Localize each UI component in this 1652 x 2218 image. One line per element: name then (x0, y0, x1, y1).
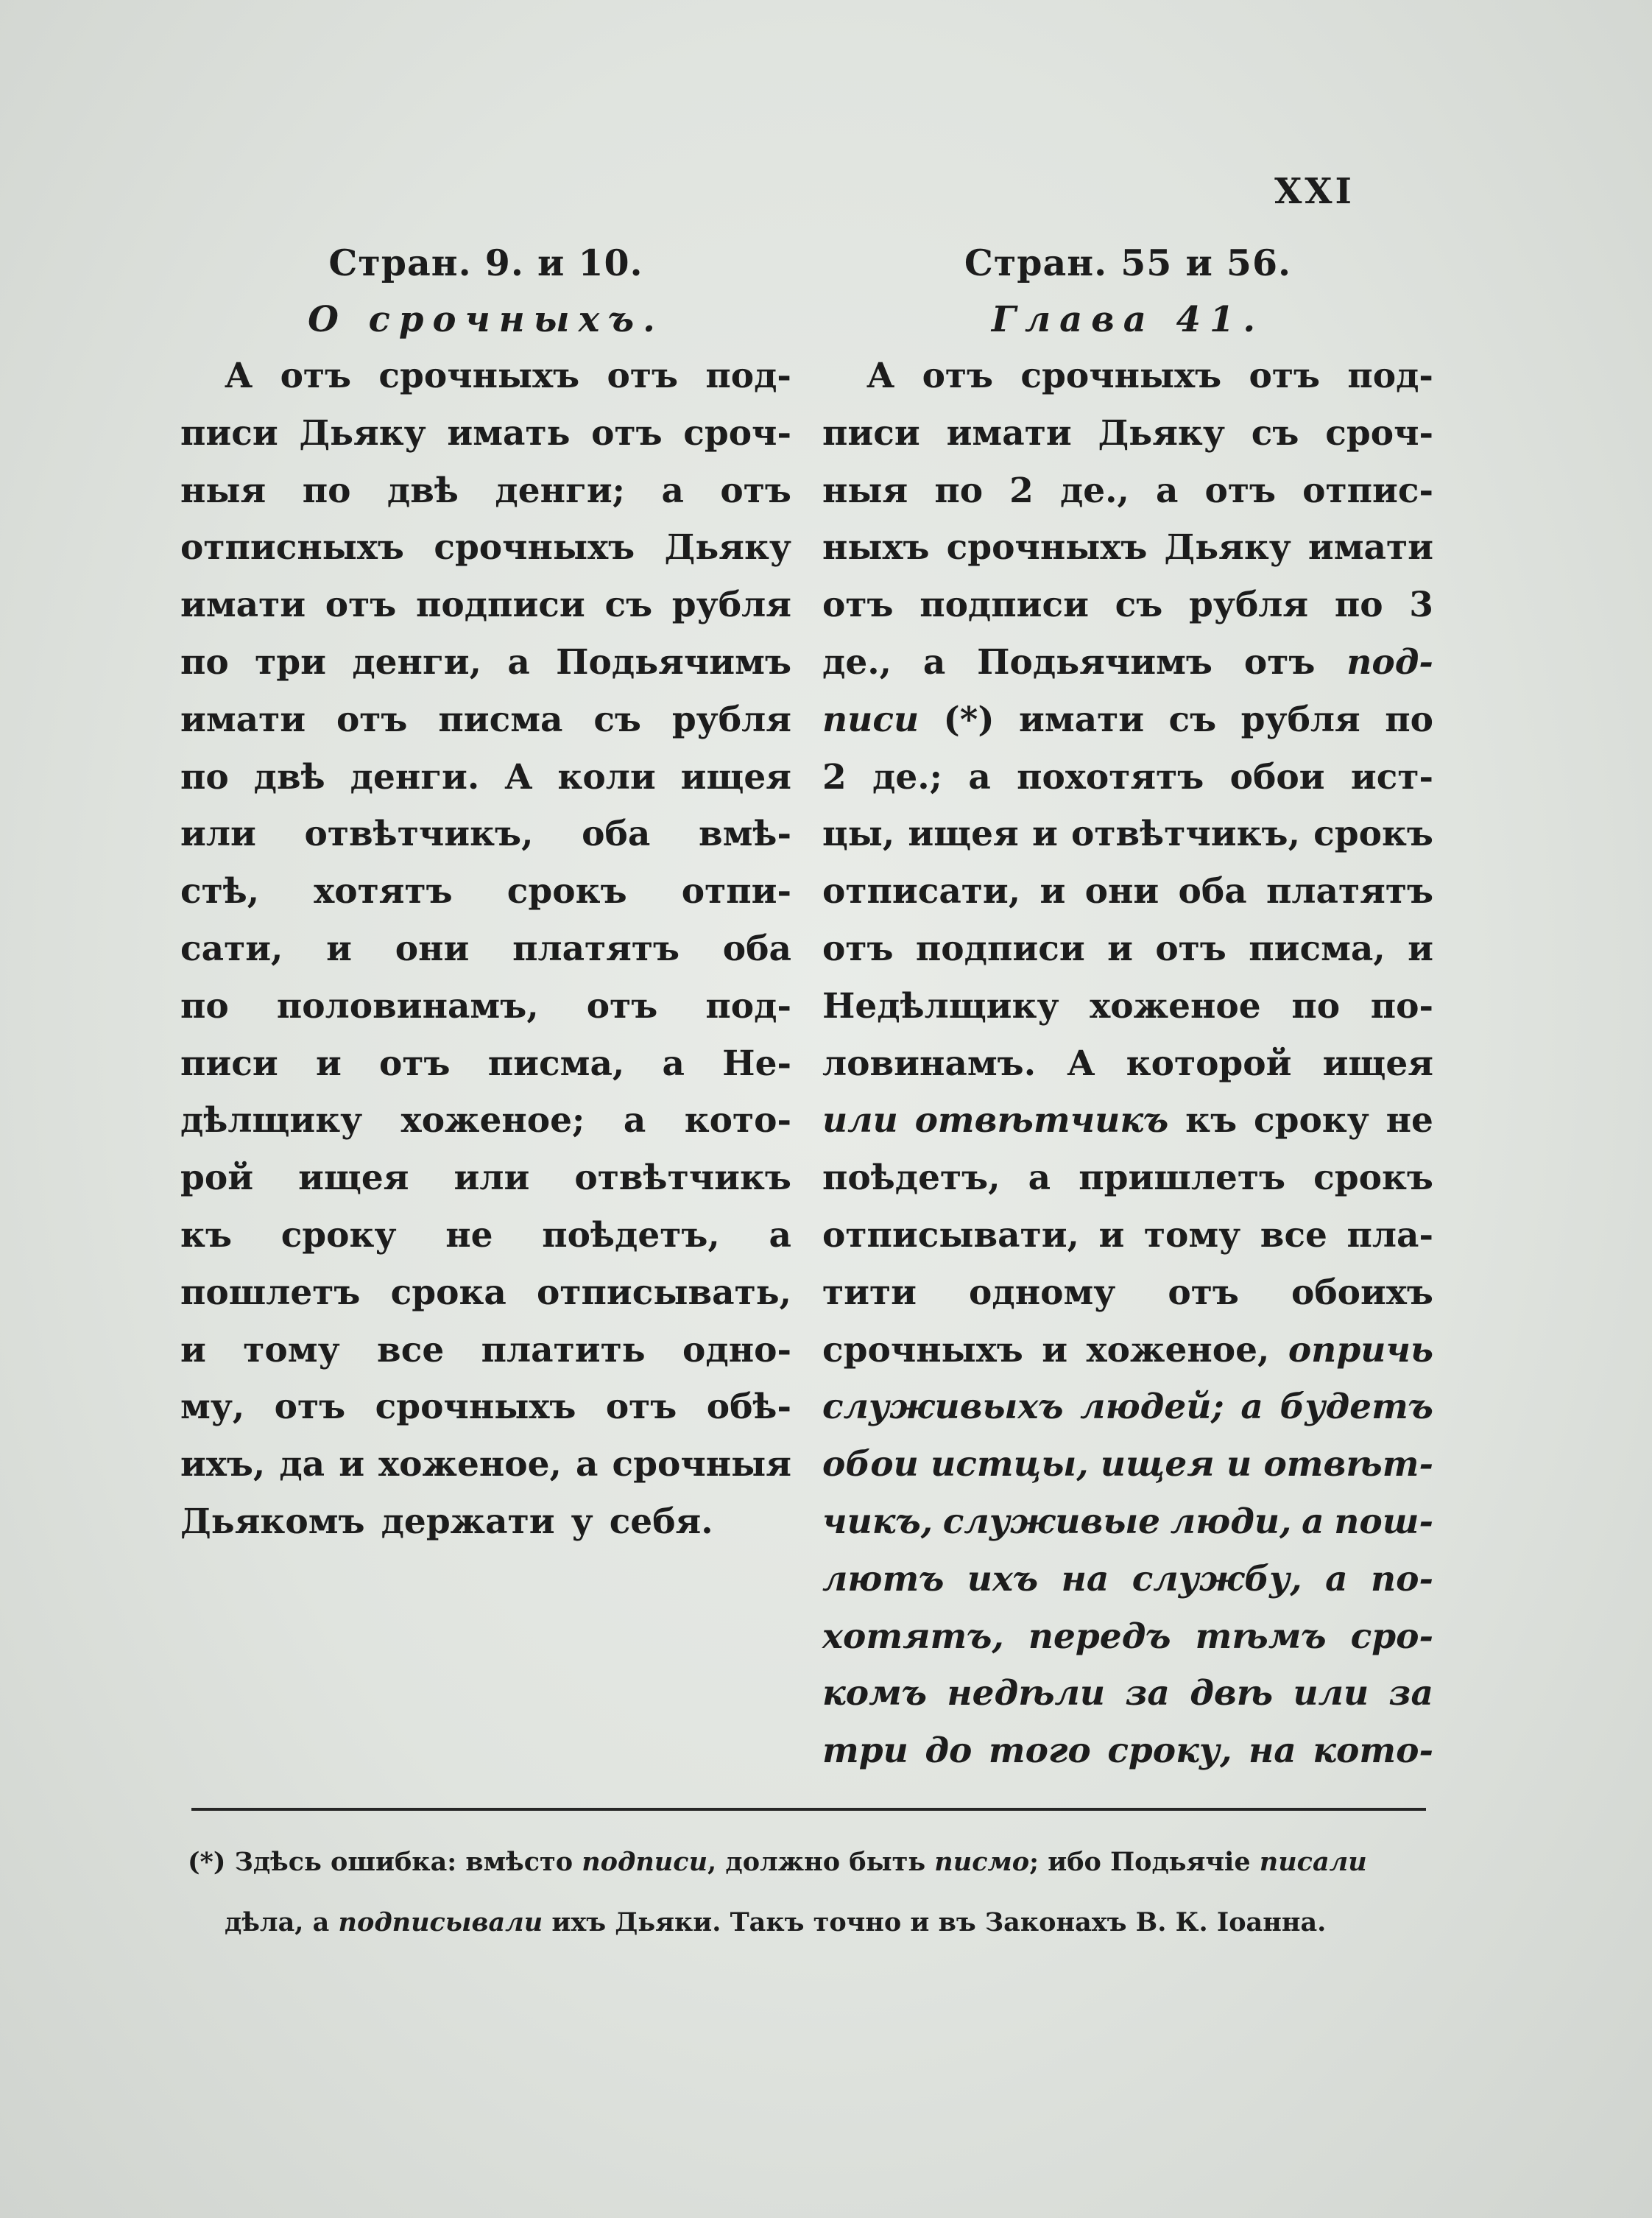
word: одно- (682, 1329, 791, 1370)
page-number: XXI (1274, 171, 1355, 212)
footnote-run: подписи (582, 1847, 708, 1877)
text-line (822, 806, 1433, 863)
word: имать (447, 412, 571, 454)
text-line (822, 1264, 1433, 1322)
word: рубля (1189, 585, 1309, 626)
text-line (822, 462, 1433, 520)
word: ихъ, (180, 1444, 266, 1485)
word: съ (1168, 699, 1217, 740)
word: отвѣтчикъ, (304, 814, 534, 855)
word: 3 (1409, 585, 1433, 626)
word: отвѣтчикъ, (1071, 814, 1300, 855)
word: ловинамъ. (822, 1043, 1037, 1084)
word: тити (822, 1272, 917, 1313)
left-page-reference: Стран. 9. и 10. (328, 242, 643, 284)
footnote (188, 1832, 1428, 1953)
word: недѣли (947, 1673, 1106, 1714)
word: отъ (591, 412, 663, 454)
word: рубля (671, 585, 791, 626)
word: писи (822, 412, 920, 454)
word: и (339, 1444, 365, 1485)
word: и (180, 1329, 206, 1370)
left-column-text (180, 348, 791, 1551)
word: Недѣлщику (822, 985, 1059, 1027)
word: де., (822, 641, 892, 683)
text-line (822, 405, 1433, 462)
word: писма, (1249, 928, 1386, 969)
word: того (988, 1731, 1091, 1772)
word: отъ (1204, 470, 1277, 511)
word: а (662, 1043, 685, 1084)
word: тѣмъ (1195, 1616, 1327, 1657)
text-line (822, 577, 1433, 634)
text-line (180, 462, 791, 520)
word: ист- (1350, 756, 1433, 798)
word: под- (705, 356, 791, 396)
word: двѣ (253, 756, 325, 798)
word: отписати, (822, 871, 1021, 912)
word: отвѣт- (1263, 1444, 1433, 1485)
footnote-line-2 (188, 1893, 1428, 1953)
text-line (822, 634, 1433, 691)
word: денги; (495, 470, 626, 511)
text-line (822, 1092, 1433, 1150)
word: и (1226, 1444, 1252, 1485)
word: срочныхъ (822, 1329, 1023, 1370)
word: отпис- (1302, 470, 1433, 511)
word: оба (722, 928, 791, 969)
word: срочныхъ (1020, 356, 1222, 396)
word: къ (1185, 1100, 1238, 1141)
word: передъ (1028, 1616, 1171, 1657)
word: или (453, 1158, 530, 1199)
word: ищея (680, 756, 791, 798)
word: пришлетъ (1079, 1158, 1286, 1199)
word: три (255, 641, 326, 683)
word: отъ (379, 1043, 451, 1084)
text-line (822, 1322, 1433, 1379)
footnote-run: ихъ Дьяки. Такъ точно и въ Законахъ В. К. Іоанна. (543, 1907, 1327, 1937)
word: а (507, 641, 530, 683)
word: де.; (872, 756, 942, 798)
word: Дьякомъ (180, 1501, 365, 1542)
word: подписи (915, 928, 1085, 969)
word: Дьяку (299, 412, 426, 454)
word: за (1388, 1673, 1433, 1714)
word: и (1039, 871, 1066, 912)
word: срочныхъ (378, 356, 580, 396)
word: денги, (352, 641, 481, 683)
footnote-run: дѣла, а (225, 1907, 339, 1937)
word: держати (381, 1501, 555, 1542)
word: по- (1370, 985, 1433, 1027)
word: отписывати, (822, 1214, 1079, 1256)
word: де., (1059, 470, 1129, 511)
word: они (1084, 871, 1159, 912)
text-line (180, 348, 791, 405)
word: половинамъ, (276, 985, 539, 1027)
word: отъ (1168, 1272, 1239, 1313)
text-line (822, 1551, 1433, 1608)
word: себя. (609, 1501, 713, 1542)
word: или (822, 1100, 898, 1141)
text-line (180, 1207, 791, 1264)
word: под- (1347, 356, 1433, 396)
word: денги. (350, 756, 480, 798)
word: по (180, 641, 229, 683)
word: по (180, 985, 229, 1027)
word: опричь (1288, 1329, 1433, 1370)
word: кото- (1313, 1731, 1433, 1772)
footnote-line-1 (188, 1832, 1428, 1893)
word: все (1260, 1214, 1327, 1256)
word: а (1240, 1387, 1263, 1428)
word: А (866, 356, 895, 396)
text-line (180, 1264, 791, 1322)
word: рой (180, 1158, 254, 1199)
word: будетъ (1279, 1387, 1433, 1428)
word: а (1028, 1158, 1051, 1199)
word: отпи- (681, 871, 791, 912)
word: и (1031, 814, 1058, 855)
word: сроку (280, 1214, 397, 1256)
word: 2 (822, 756, 847, 798)
word: срокъ (1313, 814, 1433, 855)
word: му, (180, 1387, 245, 1428)
word: ищея (298, 1158, 409, 1199)
word: А (1067, 1043, 1095, 1084)
text-line (822, 1035, 1433, 1093)
word: писи (180, 412, 278, 454)
word: служивыхъ (822, 1387, 1064, 1428)
word: цы, (822, 814, 895, 855)
text-line (180, 577, 791, 634)
left-column (180, 234, 791, 1551)
word: не (1386, 1100, 1433, 1141)
word: Дьяку (1164, 527, 1291, 568)
word: сро- (1350, 1616, 1433, 1657)
word: ихъ (967, 1558, 1039, 1599)
right-column-text (822, 348, 1433, 1780)
word: а (922, 641, 946, 683)
word: отвѣтчикъ (574, 1158, 791, 1199)
word: съ (604, 585, 653, 626)
word: сати, (180, 928, 283, 969)
word: съ (1115, 585, 1163, 626)
word: а (968, 756, 991, 798)
text-line (180, 405, 791, 462)
word: Дьяку (664, 527, 791, 568)
word: чикъ, (822, 1501, 933, 1542)
word: срочныхъ (946, 527, 1148, 568)
word: по- (1370, 1558, 1433, 1599)
word: отъ (325, 585, 397, 626)
word: срочныя (612, 1444, 791, 1485)
word: платятъ (512, 928, 680, 969)
text-line (180, 519, 791, 577)
word: хотятъ, (822, 1616, 1004, 1657)
word: которой (1126, 1043, 1292, 1084)
word: отписныхъ (180, 527, 404, 568)
text-line (822, 1150, 1433, 1207)
text-line (822, 978, 1433, 1035)
word: отъ (607, 356, 679, 396)
word: людей; (1080, 1387, 1224, 1428)
word: срокъ (1313, 1158, 1433, 1199)
word: пла- (1346, 1214, 1433, 1256)
text-line (822, 1608, 1433, 1666)
word: обѣ- (706, 1387, 791, 1428)
word: кото- (684, 1100, 791, 1141)
word: подписи (919, 585, 1090, 626)
word: сроч- (1325, 412, 1433, 454)
text-line (822, 749, 1433, 806)
word: ищея (1322, 1043, 1433, 1084)
word: и (1107, 928, 1133, 969)
word: и (315, 1043, 342, 1084)
footnote-run: (*) Здѣсь ошибка: вмѣсто (188, 1847, 582, 1877)
word: имати (1019, 699, 1145, 740)
word: а (1325, 1558, 1348, 1599)
word: имати (180, 585, 306, 626)
word: ныя (822, 470, 908, 511)
word: сроч- (683, 412, 791, 454)
word: срокъ (506, 871, 627, 912)
text-line (180, 1322, 791, 1379)
text-line (822, 1722, 1433, 1780)
word: къ (180, 1214, 232, 1256)
word: а (1155, 470, 1179, 511)
text-line (822, 863, 1433, 920)
word: а (575, 1444, 599, 1485)
word: имати (946, 412, 1072, 454)
text-line (180, 1436, 791, 1493)
word: хоженое (1090, 985, 1261, 1027)
text-line (180, 863, 791, 920)
word: сроку, (1107, 1731, 1232, 1772)
text-line (822, 1493, 1433, 1551)
word: и (1408, 928, 1433, 969)
word: обои (822, 1444, 919, 1485)
text-line (180, 1150, 791, 1207)
word: сроку (1253, 1100, 1369, 1141)
word: хотятъ (314, 871, 453, 912)
word: а (661, 470, 684, 511)
word: платить (481, 1329, 646, 1370)
word: а (623, 1100, 646, 1141)
left-column-heading: О срочныхъ. (308, 299, 664, 340)
word: поѣдетъ, (542, 1214, 720, 1256)
word: отъ (922, 356, 994, 396)
word: и (1098, 1214, 1125, 1256)
word: дѣлщику (180, 1100, 363, 1141)
word: писи (180, 1043, 278, 1084)
word: отъ (1243, 641, 1316, 683)
word: А (225, 356, 253, 396)
text-line (822, 691, 1433, 749)
word: до (925, 1731, 973, 1772)
word: за (1125, 1673, 1170, 1714)
word: (*) (943, 699, 995, 740)
word: имати (1307, 527, 1433, 568)
text-line (822, 1207, 1433, 1264)
word: отвѣтчикъ (914, 1100, 1169, 1141)
word: коли (557, 756, 656, 798)
word: Подьячимъ (977, 641, 1212, 683)
word: отъ (280, 356, 352, 396)
word: оба (582, 814, 651, 855)
word: не (445, 1214, 493, 1256)
text-line (180, 978, 791, 1035)
word: комъ (822, 1673, 928, 1714)
word: отъ (822, 928, 894, 969)
word: А (504, 756, 533, 798)
word: по (1385, 699, 1433, 740)
word: 2 (1009, 470, 1034, 511)
word: под- (1346, 641, 1433, 683)
word: да (279, 1444, 325, 1485)
word: срока (390, 1272, 506, 1313)
word: и (1042, 1329, 1068, 1370)
word: пош- (1334, 1501, 1433, 1542)
word: на (1248, 1731, 1296, 1772)
word: ищея (1100, 1444, 1215, 1485)
word: рубля (671, 699, 791, 740)
text-line (180, 1379, 791, 1436)
word: отъ (1249, 356, 1321, 396)
word: по (934, 470, 984, 511)
word: обои (1229, 756, 1325, 798)
text-line (822, 519, 1433, 577)
text-line (180, 634, 791, 691)
footnote-run: подписывали (338, 1907, 543, 1937)
word: похотятъ (1017, 756, 1204, 798)
word: одному (969, 1272, 1116, 1313)
word: ищея (908, 814, 1019, 855)
word: писма (438, 699, 563, 740)
text-line (180, 1092, 791, 1150)
word: лютъ (822, 1558, 945, 1599)
word: оба (1178, 871, 1247, 912)
word: по (180, 756, 229, 798)
word: писма, (487, 1043, 625, 1084)
word: отписывать, (537, 1272, 791, 1313)
right-column-heading: Глава 41. (991, 299, 1265, 340)
word: отъ (1155, 928, 1226, 969)
word: все (377, 1329, 445, 1370)
word: три (822, 1731, 908, 1772)
word: службу, (1132, 1558, 1302, 1599)
footnote-run: , должно быть (707, 1847, 935, 1877)
word: съ (1251, 412, 1299, 454)
word: платятъ (1266, 871, 1433, 912)
footnote-run: писали (1259, 1847, 1367, 1877)
word: рубля (1240, 699, 1360, 740)
word: а (769, 1214, 791, 1256)
word: съ (593, 699, 641, 740)
word: служивые (942, 1501, 1161, 1542)
word: или (1293, 1673, 1369, 1714)
word: хоженое, (1086, 1329, 1270, 1370)
word: и (326, 928, 353, 969)
word: стѣ, (180, 871, 260, 912)
word: хоженое; (400, 1100, 585, 1141)
word: пошлетъ (180, 1272, 361, 1313)
word: ныхъ (822, 527, 930, 568)
text-line (822, 1436, 1433, 1493)
word: у (571, 1501, 593, 1542)
text-line (822, 1379, 1433, 1436)
word: по (1291, 985, 1341, 1027)
text-line (822, 1665, 1433, 1722)
word: под- (705, 985, 791, 1027)
word: по (1334, 585, 1383, 626)
word: двѣ (1190, 1673, 1274, 1714)
word: поѣдетъ, (822, 1158, 1000, 1199)
word: имати (180, 699, 306, 740)
word: обоихъ (1291, 1272, 1433, 1313)
footnote-run: писмо (934, 1847, 1030, 1877)
footnote-run: ; ибо Подьячіе (1029, 1847, 1260, 1877)
word: тому (1143, 1214, 1241, 1256)
right-column (822, 234, 1433, 1780)
word: или (180, 814, 256, 855)
word: отъ (586, 985, 658, 1027)
text-line (180, 1493, 791, 1551)
word: ныя (180, 470, 266, 511)
footnote-divider (191, 1808, 1426, 1811)
word: подписи (415, 585, 585, 626)
text-line (180, 749, 791, 806)
word: Подьячимъ (556, 641, 791, 683)
right-page-reference: Стран. 55 и 56. (964, 242, 1292, 284)
word: срочныхъ (434, 527, 635, 568)
word: отъ (274, 1387, 346, 1428)
text-line (180, 1035, 791, 1093)
word: срочныхъ (375, 1387, 576, 1428)
word: вмѣ- (698, 814, 791, 855)
word: на (1061, 1558, 1109, 1599)
word: отъ (720, 470, 791, 511)
word: люди, (1170, 1501, 1292, 1542)
word: они (395, 928, 470, 969)
word: отъ (605, 1387, 677, 1428)
word: тому (243, 1329, 340, 1370)
word: а (1302, 1501, 1324, 1542)
word: по (302, 470, 351, 511)
text-line (822, 920, 1433, 978)
word: писи (822, 699, 919, 740)
word: двѣ (386, 470, 459, 511)
text-line (822, 348, 1433, 405)
word: отъ (822, 585, 894, 626)
text-line (180, 691, 791, 749)
word: Дьяку (1098, 412, 1225, 454)
text-line (180, 806, 791, 863)
text-line (180, 920, 791, 978)
word: хоженое, (378, 1444, 562, 1485)
word: истцы, (931, 1444, 1089, 1485)
word: Не- (722, 1043, 791, 1084)
word: отъ (336, 699, 408, 740)
